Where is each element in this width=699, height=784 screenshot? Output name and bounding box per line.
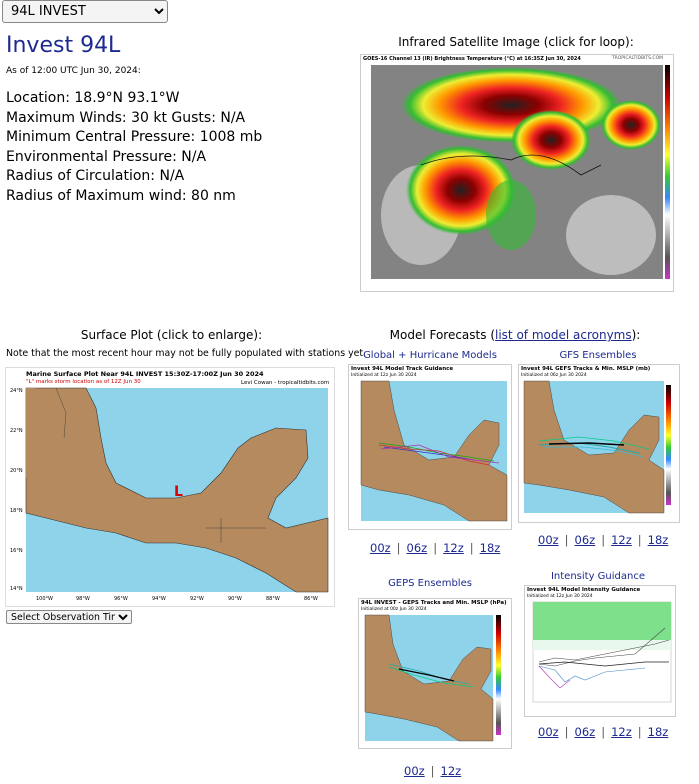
global-models-plot[interactable]	[348, 364, 512, 530]
geps-ensembles-title: GEPS Ensembles	[388, 578, 472, 589]
lon-label: 86°W	[304, 596, 318, 602]
intensity-run-link[interactable]: 18z	[647, 725, 669, 739]
intensity-run-link[interactable]: 00z	[538, 725, 559, 739]
geps-plot-sub: Initialized at 00z Jun 30 2024	[361, 607, 427, 612]
storm-location: Location: 18.9°N 93.1°W	[6, 90, 180, 106]
satellite-graphic	[361, 55, 673, 291]
surface-plot[interactable]	[5, 367, 335, 607]
as-of-time: As of 12:00 UTC Jun 30, 2024:	[6, 66, 141, 76]
gfs-track-map	[519, 365, 679, 522]
gfs-run-link[interactable]: 18z	[647, 533, 669, 547]
lon-label: 88°W	[266, 596, 280, 602]
satellite-image[interactable]	[360, 54, 674, 292]
global-run-links: 00z | 06z | 12z | 18z	[370, 541, 501, 555]
geps-ensembles-plot[interactable]	[358, 598, 512, 749]
gfs-plot-sub: Initialized at 06z Jun 30 2024	[521, 373, 587, 378]
lon-label: 90°W	[228, 596, 242, 602]
surface-plot-credit: Levi Cowan - tropicaltidbits.com	[241, 380, 330, 386]
surface-plot-subtitle: "L" marks storm location as of 12Z Jun 30	[26, 379, 141, 385]
lat-label: 22°N	[10, 428, 23, 434]
observation-time-select[interactable]	[6, 610, 132, 624]
gfs-run-link[interactable]: 00z	[538, 533, 559, 547]
intensity-run-link[interactable]: 12z	[611, 725, 632, 739]
gfs-plot-title: Invest 94L GEFS Tracks & Min. MSLP (mb)	[521, 366, 651, 372]
models-caption	[345, 328, 685, 342]
intensity-run-link[interactable]: 06z	[574, 725, 596, 739]
intensity-chart	[525, 586, 675, 716]
gfs-ensembles-plot[interactable]	[518, 364, 680, 523]
global-run-link[interactable]: 18z	[479, 541, 501, 555]
storm-radius-circ: Radius of Circulation: N/A	[6, 168, 185, 184]
global-track-map	[349, 365, 511, 529]
intensity-plot-title: Invest 94L Model Intensity Guidance	[527, 587, 641, 593]
intensity-run-links: 00z | 06z | 12z | 18z	[538, 725, 669, 739]
geps-plot-title: 94L INVEST - GEPS Tracks and Min. MSLP (hPa)	[361, 600, 507, 606]
satellite-credit: TROPICALTIDBITS.COM	[611, 56, 663, 61]
storm-radius-max: Radius of Maximum wind: 80 nm	[6, 187, 236, 204]
lon-label: 100°W	[36, 596, 53, 602]
intensity-guidance-title: Intensity Guidance	[550, 571, 646, 582]
lon-label: 98°W	[76, 596, 90, 602]
model-acronyms-link[interactable]: list of model acronyms	[495, 328, 632, 342]
global-plot-sub: Initialized at 12z Jun 30 2024	[351, 373, 417, 378]
surface-lon-axis	[36, 596, 336, 604]
storm-select[interactable]	[2, 0, 168, 23]
gfs-ensembles-title: GFS Ensembles	[559, 350, 637, 361]
global-run-link[interactable]: 06z	[406, 541, 428, 555]
gfs-run-link[interactable]: 12z	[611, 533, 632, 547]
lat-label: 16°N	[10, 548, 23, 554]
surface-note: Note that the most recent hour may not be fully populated with stations yet.	[6, 348, 367, 359]
surface-plot-title: Marine Surface Plot Near 94L INVEST 15:30Z-17:00Z Jun 30 2024	[26, 370, 264, 378]
surface-lat-axis	[10, 388, 24, 592]
surface-map	[6, 368, 334, 606]
lon-label: 96°W	[114, 596, 128, 602]
storm-pressure: Minimum Central Pressure: 1008 mb	[6, 129, 263, 145]
global-models-title: Global + Hurricane Models	[363, 350, 497, 361]
storm-env-pressure: Environmental Pressure: N/A	[6, 148, 207, 165]
global-run-link[interactable]: 00z	[370, 541, 391, 555]
storm-location-marker: L	[174, 484, 183, 500]
geps-track-map	[359, 599, 511, 748]
lon-label: 92°W	[190, 596, 204, 602]
models-caption-suffix: ):	[631, 328, 641, 342]
intensity-guidance-plot[interactable]	[524, 585, 676, 717]
geps-run-link[interactable]: 00z	[404, 764, 425, 778]
geps-run-link[interactable]: 12z	[440, 764, 462, 778]
satellite-header: GOES-16 Channel 13 (IR) Brightness Temperature (°C) at 16:35Z Jun 30, 2024	[363, 56, 581, 62]
global-plot-title: Invest 94L Model Track Guidance	[351, 366, 454, 372]
lon-label: 94°W	[152, 596, 166, 602]
geps-run-links: 00z | 12z	[404, 764, 462, 778]
lat-label: 24°N	[10, 388, 23, 394]
lat-label: 20°N	[10, 468, 23, 474]
lat-label: 18°N	[10, 508, 23, 514]
satellite-caption: Infrared Satellite Image (click for loop):	[398, 35, 634, 49]
gfs-run-links: 00z | 06z | 12z | 18z	[538, 533, 669, 547]
storm-info	[6, 89, 262, 206]
storm-title: Invest 94L	[6, 33, 121, 58]
intensity-plot-sub: Initialized at 12z Jun 30 2024	[527, 594, 593, 599]
lat-label: 14°N	[10, 586, 23, 592]
storm-max-winds: Maximum Winds: 30 kt Gusts: N/A	[6, 109, 246, 126]
global-run-link[interactable]: 12z	[443, 541, 464, 555]
gfs-run-link[interactable]: 06z	[574, 533, 596, 547]
models-caption-prefix: Model Forecasts (	[389, 328, 495, 342]
surface-caption: Surface Plot (click to enlarge):	[80, 328, 263, 342]
